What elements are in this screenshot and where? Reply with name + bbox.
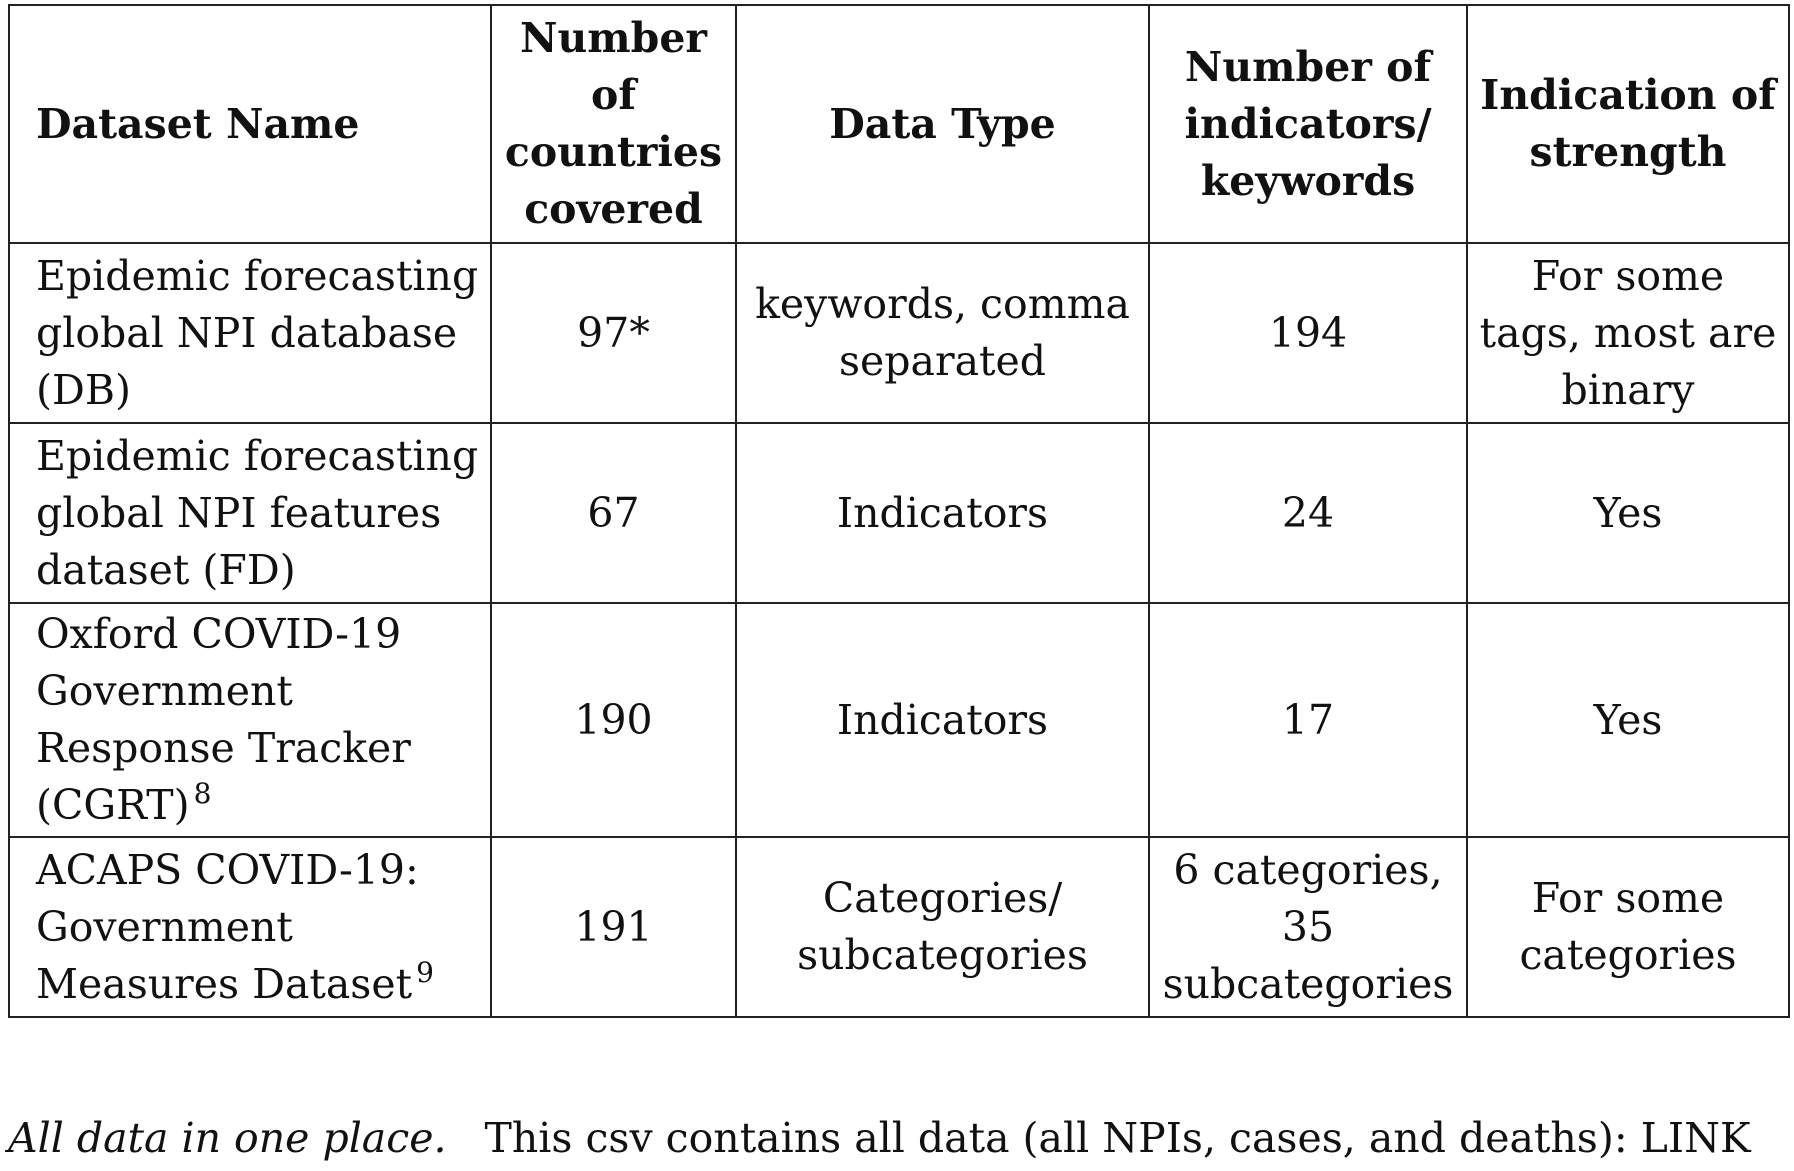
dataset-name-text: Epidemic forecasting global NPI database (DB) — [36, 251, 479, 414]
cell-indicators: 17 — [1149, 603, 1467, 837]
table-row — [9, 243, 1789, 423]
header-countries-covered: Number of countries covered — [491, 5, 736, 243]
cell-data-type: Indicators — [736, 423, 1149, 603]
footer-paragraph — [8, 1110, 1751, 1167]
cell-data-type: keywords, comma separated — [736, 243, 1149, 423]
header-indicators-keywords: Number of indicators/ keywords — [1149, 5, 1467, 243]
cell-indicators: 24 — [1149, 423, 1467, 603]
dataset-name-text: Epidemic forecasting global NPI features dataset (FD) — [36, 431, 479, 594]
footer-lead: All data in one place. — [8, 1114, 447, 1162]
header-data-type: Data Type — [736, 5, 1149, 243]
cell-indicators: 194 — [1149, 243, 1467, 423]
table-row — [9, 837, 1789, 1017]
cell-strength: Yes — [1467, 603, 1789, 837]
cell-countries: 97* — [491, 243, 736, 423]
dataset-name-text: ACAPS COVID-19: Government Measures Dataset — [36, 845, 419, 1008]
table-row — [9, 423, 1789, 603]
dataset-reference: 9 — [416, 955, 434, 989]
cell-dataset-name — [9, 243, 491, 423]
cell-countries: 190 — [491, 603, 736, 837]
datasets-table — [8, 4, 1790, 1018]
dataset-name-text: Oxford COVID-19 Government Response Tracker (CGRT) — [36, 610, 411, 829]
dataset-reference: 8 — [193, 777, 212, 810]
cell-strength: For some tags, most are binary — [1467, 243, 1789, 423]
cell-countries: 67 — [491, 423, 736, 603]
header-dataset-name: Dataset Name — [9, 5, 491, 243]
cell-indicators: 6 categories, 35 subcategories — [1149, 837, 1467, 1017]
cell-dataset-name — [9, 603, 491, 837]
cell-data-type: Indicators — [736, 603, 1149, 837]
cell-strength: For some categories — [1467, 837, 1789, 1017]
cell-countries: 191 — [491, 837, 736, 1017]
cell-strength: Yes — [1467, 423, 1789, 603]
table-header-row — [9, 5, 1789, 243]
cell-dataset-name — [9, 423, 491, 603]
cell-dataset-name — [9, 837, 491, 1017]
table-row — [9, 603, 1789, 837]
footer-text: This csv contains all data (all NPIs, cases, and deaths): LINK — [484, 1114, 1751, 1162]
cell-data-type: Categories/ subcategories — [736, 837, 1149, 1017]
datasets-table-container — [8, 4, 1788, 1018]
header-indication-of-strength: Indication of strength — [1467, 5, 1789, 243]
